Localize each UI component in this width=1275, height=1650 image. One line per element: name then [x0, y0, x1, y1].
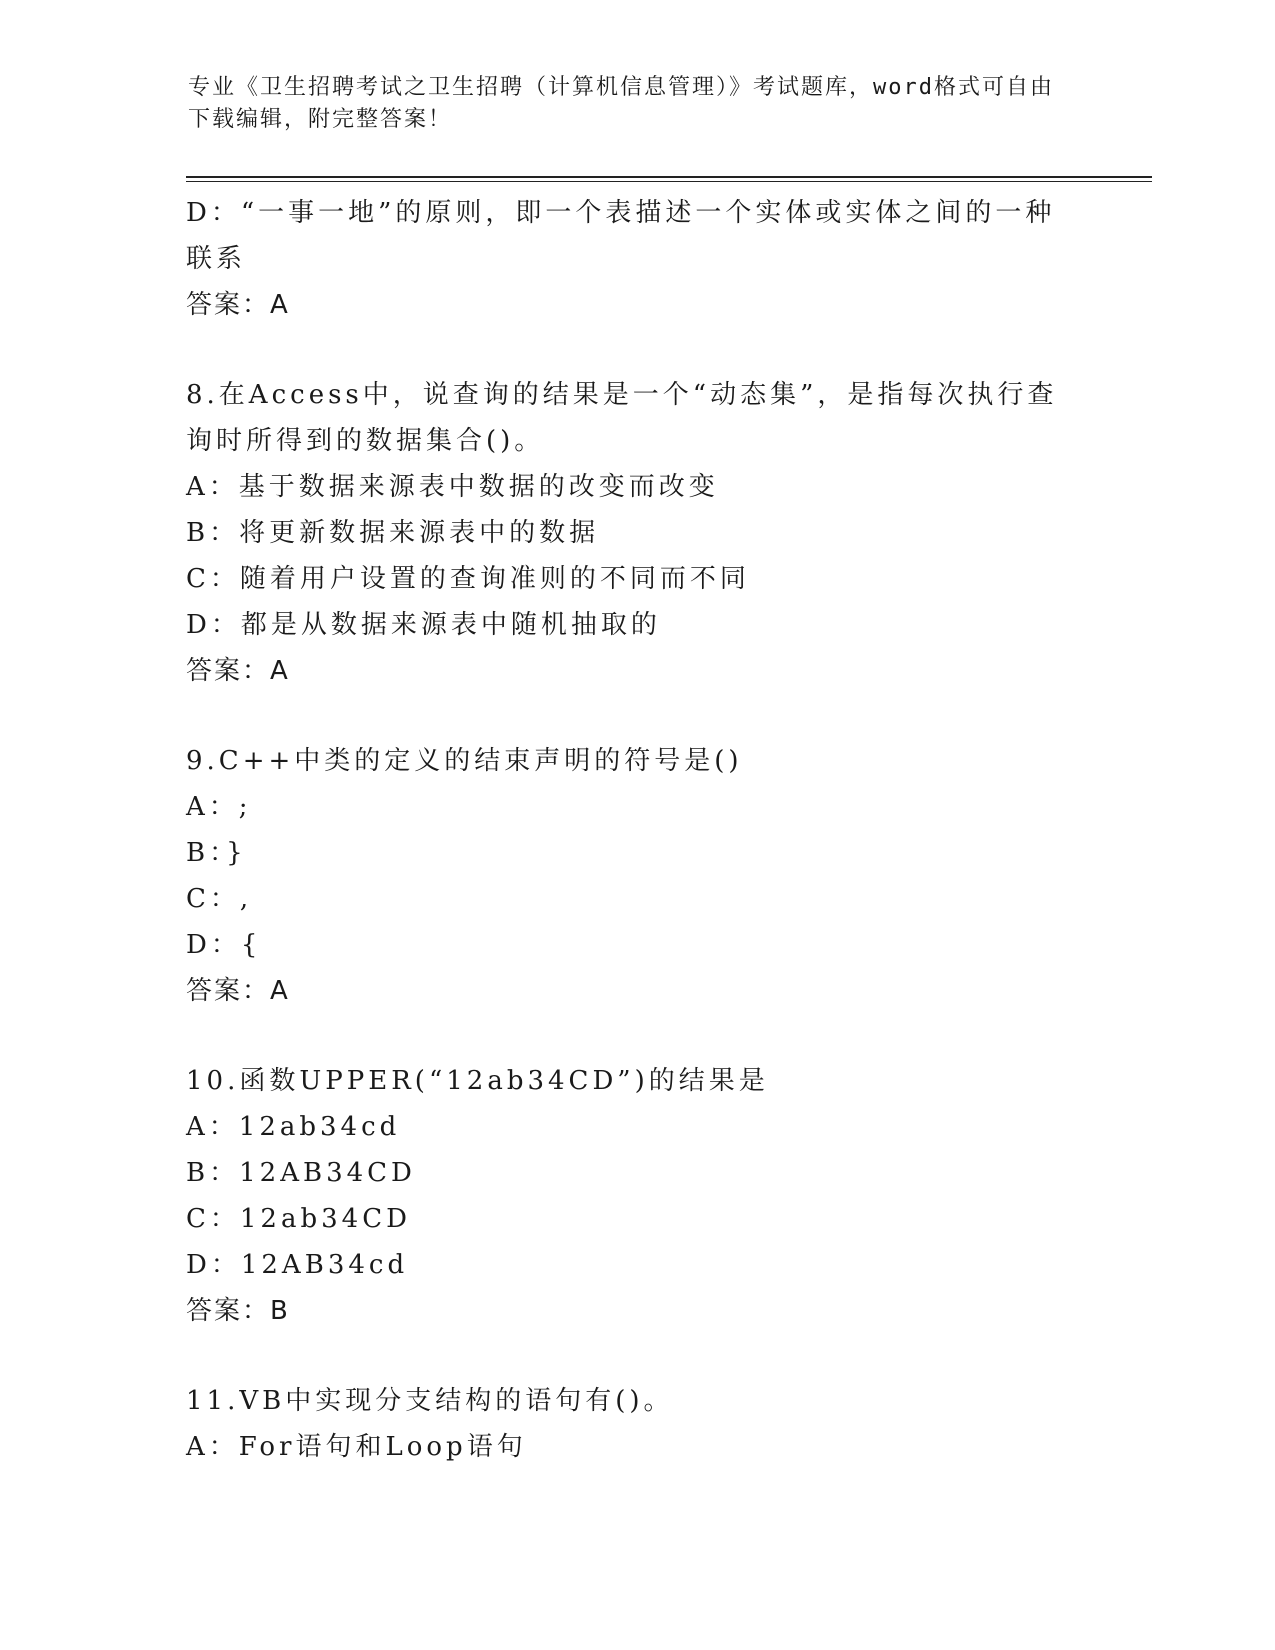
page-header: 专业《卫生招聘考试之卫生招聘（计算机信息管理）》考试题库，word格式可自由下载编辑，附完整答案！	[188, 75, 1054, 132]
question-9	[186, 738, 1086, 1014]
question-stem: 8.在Access中，说查询的结果是一个“动态集”，是指每次执行查询时所得到的数据集合()。	[186, 380, 1058, 456]
option-d: D：都是从数据来源表中随机抽取的	[186, 610, 661, 640]
question-stem: 9.C++中类的定义的结束声明的符号是()	[186, 746, 743, 776]
question-content	[186, 190, 1086, 1470]
option-a: A：12ab34cd	[186, 1112, 401, 1142]
option-b: B：12AB34CD	[186, 1158, 416, 1188]
option-d: D：“一事一地”的原则，即一个表描述一个实体或实体之间的一种联系	[186, 198, 1056, 274]
answer-line: 答案：B	[186, 1296, 290, 1326]
answer-line: 答案：A	[186, 290, 290, 320]
option-c: C：随着用户设置的查询准则的不同而不同	[186, 564, 750, 594]
option-d: D：12AB34cd	[186, 1250, 409, 1280]
answer-line: 答案：A	[186, 656, 290, 686]
option-c: C：12ab34CD	[186, 1204, 411, 1234]
option-b: B：将更新数据来源表中的数据	[186, 518, 600, 548]
option-c: C：,	[186, 884, 253, 914]
question-stem: 10.函数UPPER(“12ab34CD”)的结果是	[186, 1066, 769, 1096]
option-a: A：;	[186, 792, 252, 822]
header-rule	[186, 176, 1152, 178]
question-11	[186, 1378, 1086, 1470]
option-b: B：}	[186, 838, 247, 868]
option-a: A：For语句和Loop语句	[186, 1432, 527, 1462]
answer-line: 答案：A	[186, 976, 290, 1006]
option-a: A：基于数据来源表中数据的改变而改变	[186, 472, 719, 502]
question-8	[186, 372, 1086, 694]
question-stem: 11.VB中实现分支结构的语句有()。	[186, 1386, 674, 1416]
header-rule-thin	[186, 181, 1152, 182]
option-d: D：{	[186, 930, 262, 960]
question-10	[186, 1058, 1086, 1334]
